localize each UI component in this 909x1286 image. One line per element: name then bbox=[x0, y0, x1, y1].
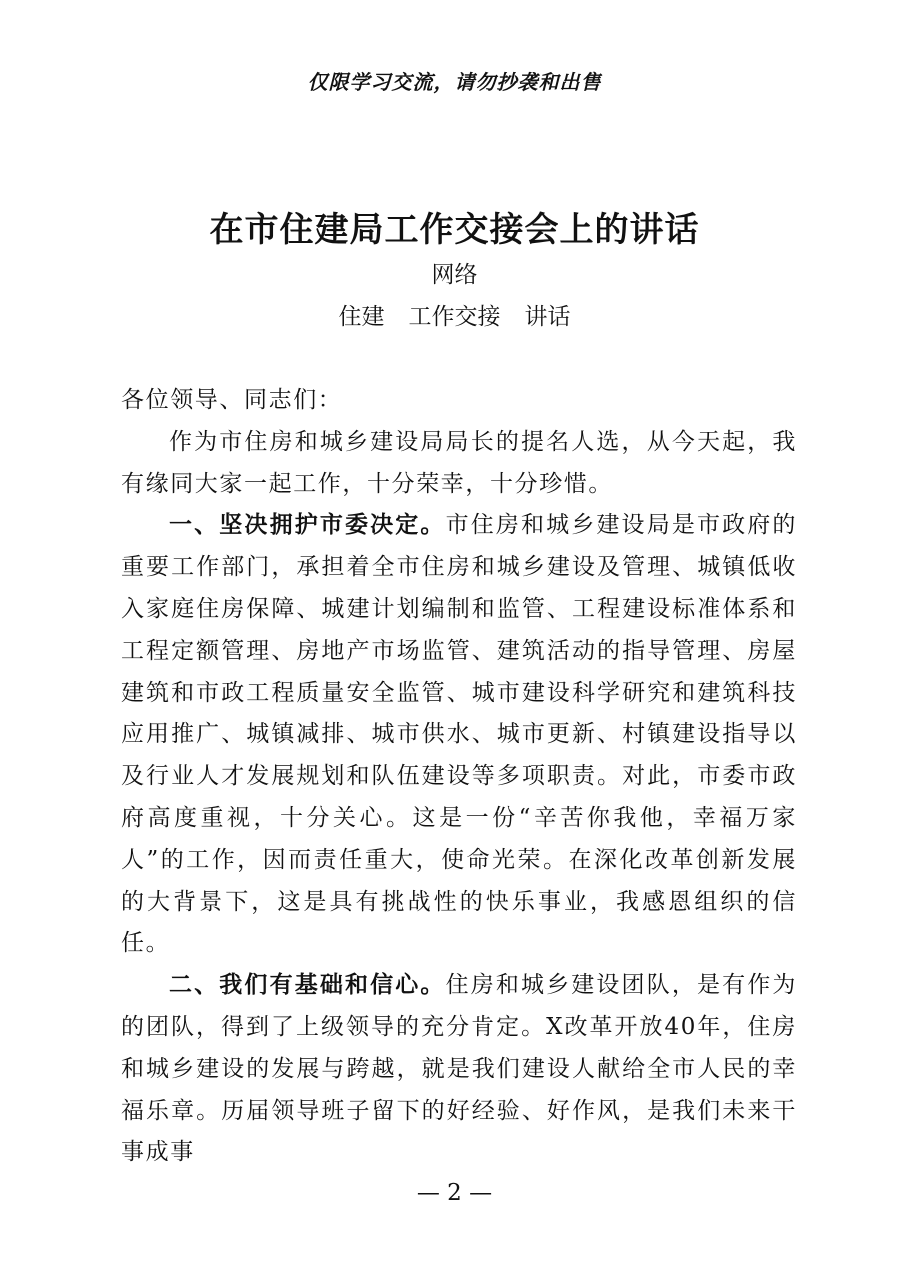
page-number: — 2 — bbox=[416, 1180, 493, 1206]
paragraph-text: 作为市住房和城乡建设局局长的提名人选，从今天起，我有缘同大家一起工作，十分荣幸，十分珍惜。 bbox=[121, 428, 797, 497]
keyword: 讲话 bbox=[524, 304, 571, 330]
paragraph bbox=[121, 965, 797, 1174]
keyword: 住建 bbox=[338, 304, 385, 330]
keyword: 工作交接 bbox=[408, 304, 501, 330]
paragraph bbox=[121, 422, 797, 506]
document-keywords bbox=[0, 298, 909, 331]
section-heading: 二、我们有基础和信心。 bbox=[169, 972, 446, 999]
document-body bbox=[121, 380, 797, 1174]
section-heading: 一、坚决拥护市委决定。 bbox=[169, 512, 446, 539]
paragraph bbox=[121, 505, 797, 965]
document-source: 网络 bbox=[431, 262, 478, 288]
header-note: 仅限学习交流，请勿抄袭和出售 bbox=[307, 70, 602, 94]
paragraph-text: 住房和城乡建设团队，是有作为的团队，得到了上级领导的充分肯定。X改革开放40年，住房和城乡建设的发展与跨越，就是我们建设人献给全市人民的幸福乐章。历届领导班子留下的好经验、好作风，是我们未来干事成事 bbox=[121, 972, 797, 1166]
document-title: 在市住建局工作交接会上的讲话 bbox=[209, 210, 700, 250]
salutation: 各位领导、同志们： bbox=[121, 387, 343, 413]
paragraph-text: 市住房和城乡建设局是市政府的重要工作部门，承担着全市住房和城乡建设及管理、城镇低收入家庭住房保障、城建计划编制和监管、工程建设标准体系和工程定额管理、房地产市场监管、建筑活动的指导管理、房屋建筑和市政工程质量安全监管、城市建设科学研究和建筑科技应用推广、城镇减排、城市供水、城市更新、村镇建设指导以及行业人才发展规划和队伍建设等多项职责。对此，市委市政府高度重视，十分关心。这是一份“辛苦你我他，幸福万家人”的工作，因而责任重大，使命光荣。在深化改革创新发展的大背景下，这是具有挑战性的快乐事业，我感恩组织的信任。 bbox=[121, 512, 797, 957]
